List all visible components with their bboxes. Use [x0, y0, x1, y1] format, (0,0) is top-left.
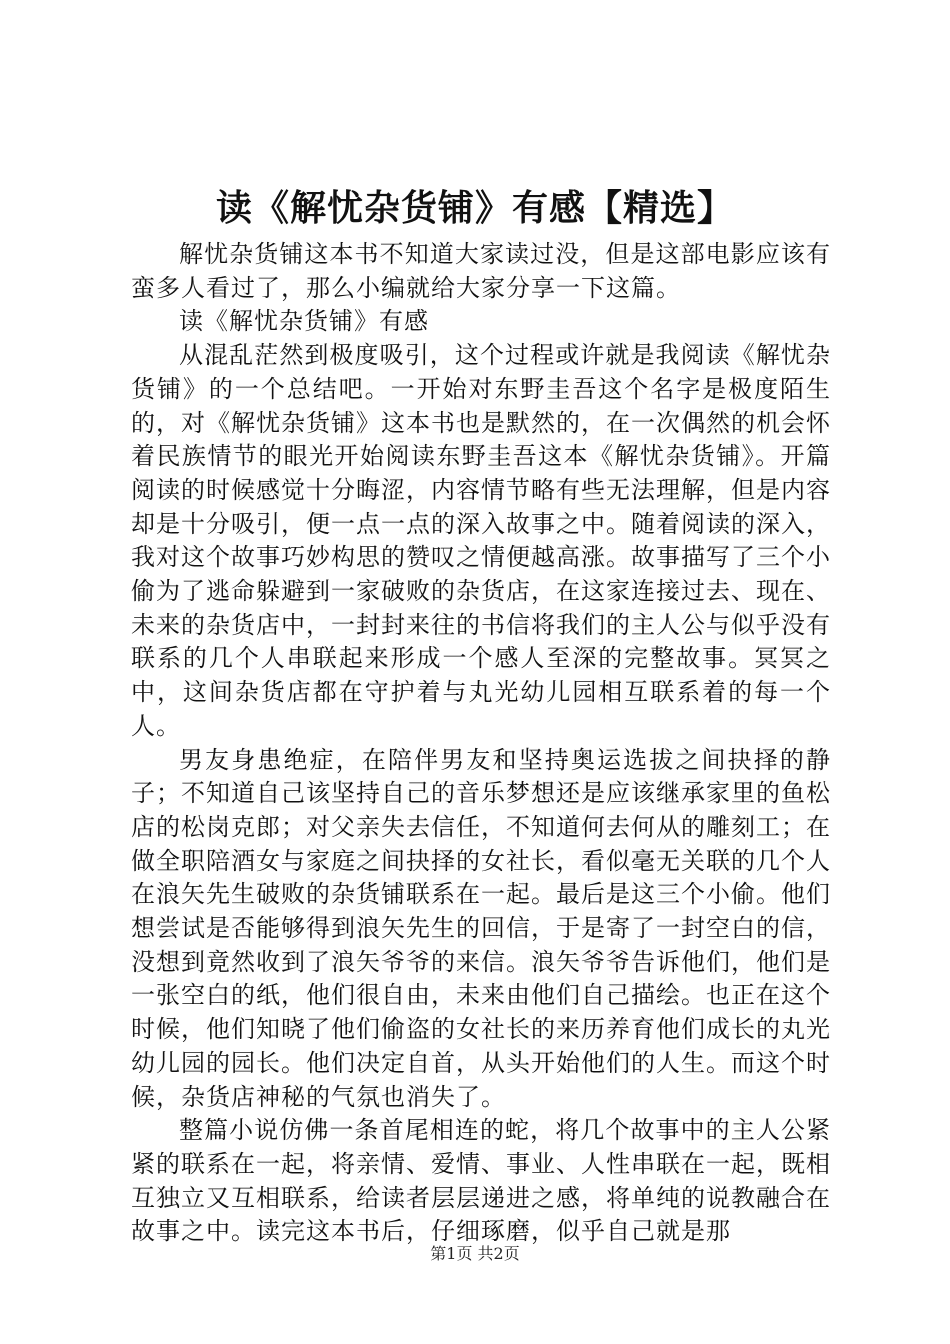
- paragraph-body-2: 男友身患绝症，在陪伴男友和坚持奥运选拔之间抉择的静子；不知道自己该坚持自己的音乐梦想还是应该继承家里的鱼松店的松岗克郎；对父亲失去信任，不知道何去何从的雕刻工；在做全职陪酒女与家庭之间抉择的女社长，看似毫无关联的几个人在浪矢先生破败的杂货铺联系在一起。最后是这三个小偷。他们想尝试是否能够得到浪矢先生的回信，于是寄了一封空白的信，没想到竟然收到了浪矢爷爷的来信。浪矢爷爷告诉他们，他们是一张空白的纸，他们很自由，未来由他们自己描绘。也正在这个时候，他们知晓了他们偷盗的女社长的来历养育他们成长的丸光幼儿园的园长。他们决定自首，从头开始他们的人生。而这个时候，杂货店神秘的气氛也消失了。: [131, 745, 831, 1111]
- paragraph-intro: 解忧杂货铺这本书不知道大家读过没，但是这部电影应该有蛮多人看过了，那么小编就给大家分享一下这篇。: [131, 240, 831, 302]
- paragraph-body-3: 整篇小说仿佛一条首尾相连的蛇，将几个故事中的主人公紧紧的联系在一起，将亲情、爱情、事业、人性串联在一起，既相互独立又互相联系，给读者层层递进之感，将单纯的说教融合在故事之中。读完这本书后，仔细琢磨，似乎自己就是那: [131, 1116, 831, 1246]
- paragraph-subtitle: 读《解忧杂货铺》有感: [179, 307, 429, 336]
- page-title: 读《解忧杂货铺》有感【精选】: [215, 187, 734, 229]
- article-body: [131, 238, 831, 1249]
- page-footer: 第1页 共2页: [430, 1244, 520, 1263]
- paragraph-body-1: 从混乱茫然到极度吸引，这个过程或许就是我阅读《解忧杂货铺》的一个总结吧。一开始对东野圭吾这个名字是极度陌生的，对《解忧杂货铺》这本书也是默然的，在一次偶然的机会怀着民族情节的眼光开始阅读东野圭吾这本《解忧杂货铺》。开篇阅读的时候感觉十分晦涩，内容情节略有些无法理解，但是内容却是十分吸引，便一点一点的深入故事之中。随着阅读的深入，我对这个故事巧妙构思的赞叹之情便越高涨。故事描写了三个小偷为了逃命躲避到一家破败的杂货店，在这家连接过去、现在、未来的杂货店中，一封封来往的书信将我们的主人公与似乎没有联系的几个人串联起来形成一个感人至深的完整故事。冥冥之中，这间杂货店都在守护着与丸光幼儿园相互联系着的每一个人。: [131, 341, 831, 740]
